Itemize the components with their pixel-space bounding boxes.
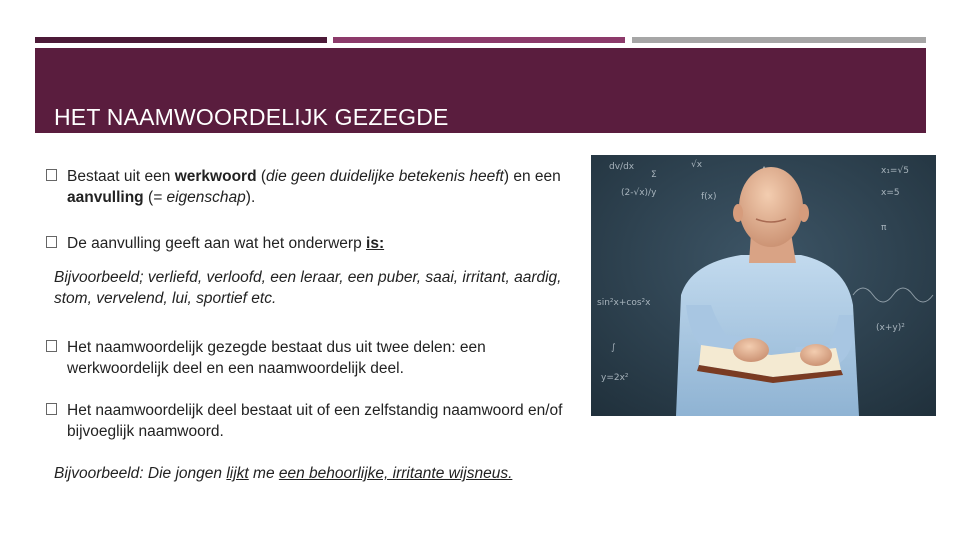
example-adjectives: Bijvoorbeeld; verliefd, verloofd, een leraar, een puber, saai, irritant, aardig, stom, vervelend, lui, sportief etc. bbox=[54, 269, 562, 307]
svg-text:Σ: Σ bbox=[651, 170, 657, 180]
svg-text:(x+y)²: (x+y)² bbox=[876, 323, 905, 333]
bullet-item-subject bbox=[46, 233, 586, 254]
accent-bar-gray bbox=[632, 37, 926, 43]
svg-text:x₁=√5: x₁=√5 bbox=[881, 166, 909, 176]
accent-bar-dark bbox=[35, 37, 327, 43]
svg-text:x=5: x=5 bbox=[881, 188, 900, 198]
accent-bar-magenta bbox=[333, 37, 625, 43]
checkbox-bullet-icon bbox=[46, 169, 57, 181]
head bbox=[739, 167, 803, 247]
example-sentence: Bijvoorbeeld: Die jongen lijkt me een behoorlijke, irritante wijsneus. bbox=[54, 465, 513, 482]
svg-text:(2-√x)/y: (2-√x)/y bbox=[621, 188, 657, 198]
checkbox-bullet-icon bbox=[46, 236, 57, 248]
checkbox-bullet-icon bbox=[46, 340, 57, 352]
teacher-reading-photo bbox=[591, 155, 936, 416]
svg-text:f(x): f(x) bbox=[701, 192, 717, 202]
bullet-text: Het naamwoordelijk gezegde bestaat dus uit twee delen: een werkwoordelijk deel en een naamwoordelijk deel. bbox=[67, 339, 486, 377]
bullet-item-nominal-part bbox=[46, 400, 586, 442]
bullet-item-definition bbox=[46, 166, 586, 208]
bullet-item-two-parts bbox=[46, 337, 586, 379]
slide-title: HET NAAMWOORDELIJK GEZEGDE bbox=[54, 104, 449, 130]
svg-text:dv/dx: dv/dx bbox=[609, 162, 635, 172]
svg-text:√x: √x bbox=[691, 160, 703, 170]
svg-text:π: π bbox=[881, 223, 887, 233]
bullet-text: Het naamwoordelijk deel bestaat uit of een zelfstandig naamwoord en/of bijvoeglijk naamwoord. bbox=[67, 402, 563, 440]
bullet-text: De aanvulling geeft aan wat het onderwerp is: bbox=[67, 235, 385, 252]
svg-text:sin²x+cos²x: sin²x+cos²x bbox=[597, 298, 651, 308]
title-banner bbox=[35, 48, 926, 133]
teacher-illustration bbox=[591, 155, 936, 416]
svg-text:y=2x²: y=2x² bbox=[601, 373, 629, 383]
svg-text:∫: ∫ bbox=[611, 343, 616, 353]
checkbox-bullet-icon bbox=[46, 403, 57, 415]
bullet-text: Bestaat uit een werkwoord (die geen duidelijke betekenis heeft) en een aanvulling (= eigenschap). bbox=[67, 168, 561, 206]
